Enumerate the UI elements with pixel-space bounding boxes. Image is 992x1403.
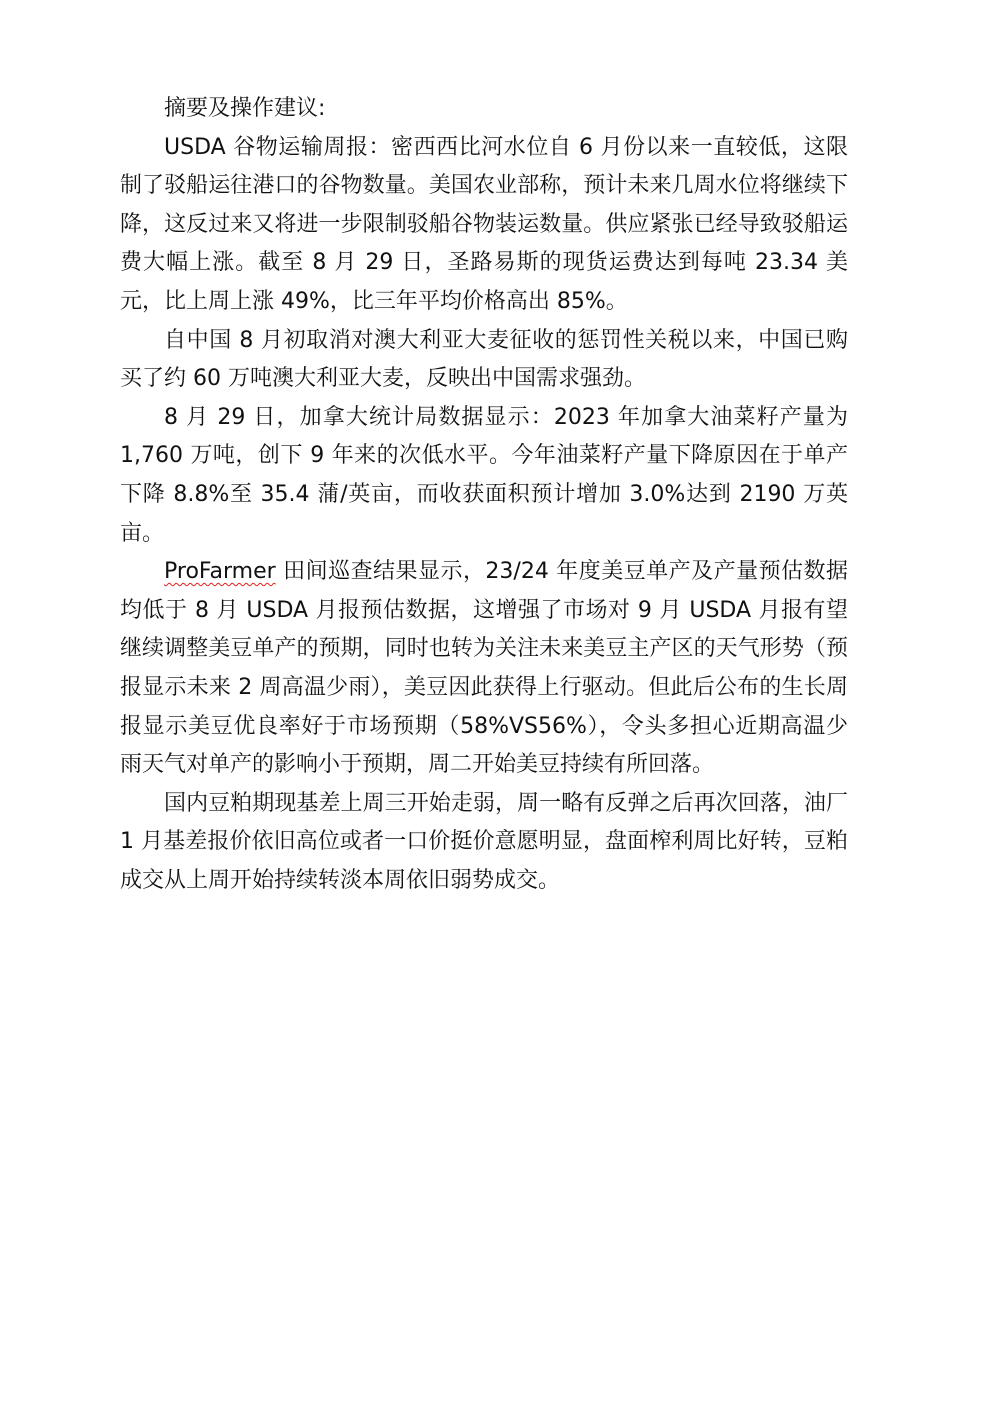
paragraph-australia-barley <box>120 322 848 399</box>
section-heading: 摘要及操作建议: <box>164 96 326 121</box>
paragraph-text: 自中国 8 月初取消对澳大利亚大麦征收的惩罚性关税以来，中国已购买了约 60 万吨澳大利亚大麦，反映出中国需求强劲。 <box>120 327 848 392</box>
paragraph-domestic-soymeal <box>120 785 848 901</box>
paragraph-text: 田间巡查结果显示，23/24 年度美豆单产及产量预估数据均低于 8 月 USDA 月报预估数据，这增强了市场对 9 月 USDA 月报有望继续调整美豆单产的预期，同时也转为关注未来美豆主产区的天气形势（预报显示未来 2 周高温少雨），美豆因此获得上行驱动。但此后公布的生长周报显示美豆优良率好于市场预期（58%VS56%），令头多担心近期高温少雨天气对单产的影响小于预期，周二开始美豆持续有所回落。 <box>120 559 848 778</box>
paragraph-usda-transport <box>120 129 848 322</box>
paragraph-canada-canola <box>120 399 848 553</box>
document-body <box>120 90 848 900</box>
paragraph-profarmer <box>120 553 848 785</box>
paragraph-text: 国内豆粕期现基差上周三开始走弱，周一略有反弹之后再次回落，油厂 1 月基差报价依旧高位或者一口价挺价意愿明显，盘面榨利周比好转，豆粕成交从上周开始持续转淡本周依旧弱势成交。 <box>120 790 848 893</box>
spellcheck-flagged-word: ProFarmer <box>164 559 276 585</box>
paragraph-text: 8 月 29 日，加拿大统计局数据显示：2023 年加拿大油菜籽产量为1,760 万吨，创下 9 年来的次低水平。今年油菜籽产量下降原因在于单产下降 8.8%至 35.4 蒲/英亩，而收获面积预计增加 3.0%达到 2190 万英亩。 <box>120 404 848 546</box>
paragraph-text: USDA 谷物运输周报：密西西比河水位自 6 月份以来一直较低，这限制了驳船运往港口的谷物数量。美国农业部称，预计未来几周水位将继续下降，这反过来又将进一步限制驳船谷物装运数量。供应紧张已经导致驳船运费大幅上涨。截至 8 月 29 日，圣路易斯的现货运费达到每吨 23.34 美元，比上周上涨 49%，比三年平均价格高出 85%。 <box>120 134 848 314</box>
